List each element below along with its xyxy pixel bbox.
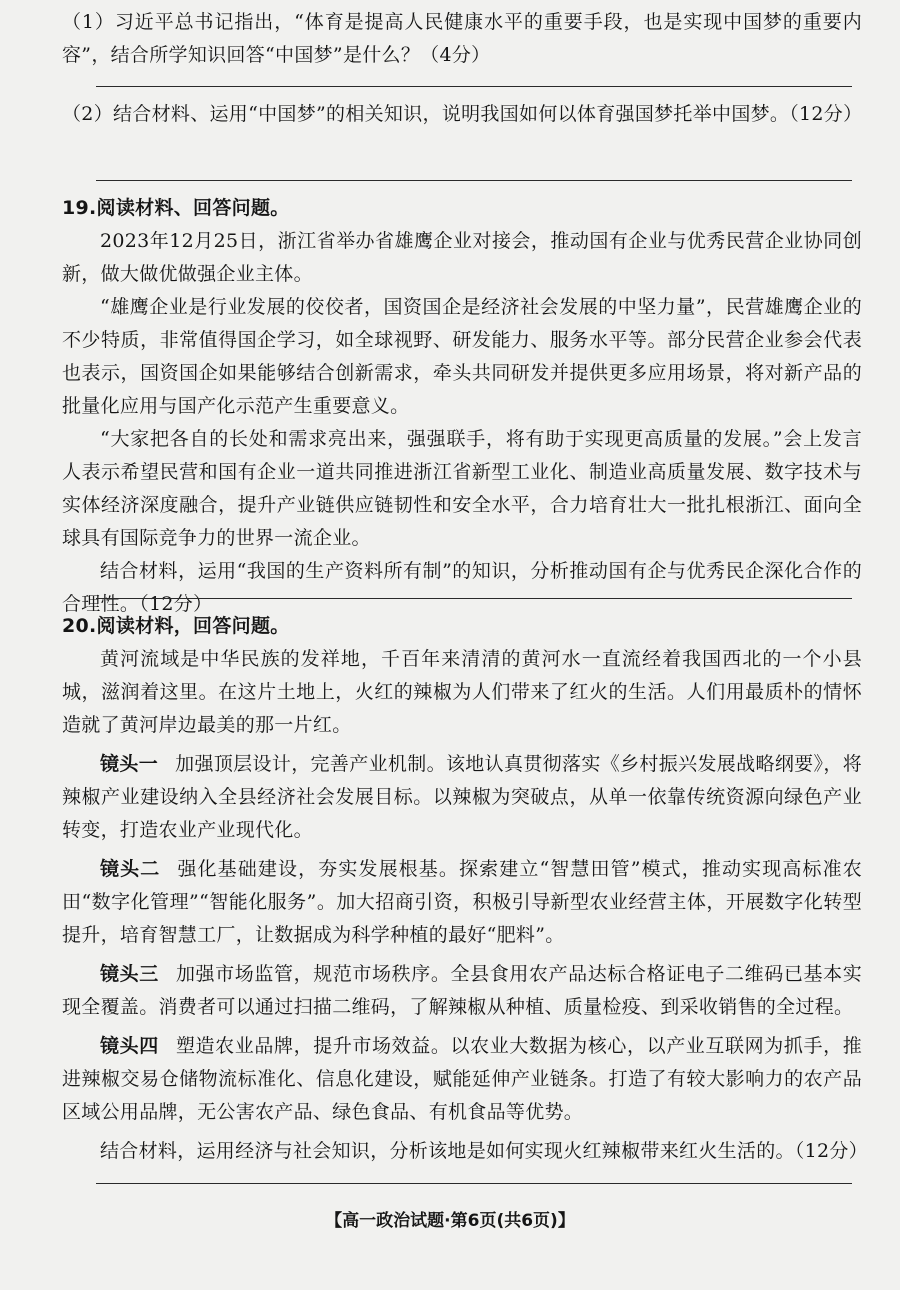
q19-question: 结合材料，运用“我国的生产资料所有制”的知识，分析推动国有企与优秀民企深化合作的合理性。（12分）	[62, 560, 862, 615]
lens-text: 加强顶层设计，完善产业机制。该地认真贯彻落实《乡村振兴发展战略纲要》，将辣椒产业建设纳入全县经济社会发展目标。以辣椒为突破点，从单一依靠传统资源向绿色产业转变，打造农业产业现代化。	[62, 753, 862, 841]
q19-paragraph: 2023年12月25日，浙江省举办省雄鹰企业对接会，推动国有企业与优秀民营企业协同创新，做大做优做强企业主体。	[62, 230, 862, 285]
question-19	[62, 192, 862, 621]
q18-sub1	[62, 6, 862, 72]
q18-sub1-text: （1）习近平总书记指出，“体育是提高人民健康水平的重要手段，也是实现中国梦的重要内容”，结合所学知识回答“中国梦”是什么？（4分）	[62, 11, 862, 66]
lens-label: 镜头四	[100, 1035, 159, 1057]
q20-section-1	[62, 748, 862, 847]
q18-sub2	[62, 98, 862, 131]
q20-section-3	[62, 958, 862, 1024]
q18-sub2-text: （2）结合材料、运用“中国梦”的相关知识，说明我国如何以体育强国梦托举中国梦。（12分）	[62, 103, 863, 125]
q19-paragraph: “雄鹰企业是行业发展的佼佼者，国资国企是经济社会发展的中坚力量”，民营雄鹰企业的不少特质，非常值得国企学习，如全球视野、研发能力、服务水平等。部分民营企业参会代表也表示，国资国企如果能够结合创新需求，牵头共同研发并提供更多应用场景，将对新产品的批量化应用与国产化示范产生重要意义。	[62, 296, 862, 417]
lens-text: 塑造农业品牌，提升市场效益。以农业大数据为核心，以产业互联网为抓手，推进辣椒交易仓储物流标准化、信息化建设，赋能延伸产业链条。打造了有较大影响力的农产品区域公用品牌，无公害农产品、绿色食品、有机食品等优势。	[62, 1035, 862, 1123]
lens-label: 镜头一	[100, 753, 159, 775]
question-20	[62, 610, 868, 1168]
q20-intro: 黄河流域是中华民族的发祥地，千百年来清清的黄河水一直流经着我国西北的一个小县城，滋润着这里。在这片土地上，火红的辣椒为人们带来了红火的生活。人们用最质朴的情怀造就了黄河岸边最美的那一片红。	[62, 648, 862, 736]
q19-title: 19.阅读材料、回答问题。	[62, 197, 290, 219]
q19-paragraph: “大家把各自的长处和需求亮出来，强强联手，将有助于实现更高质量的发展。”会上发言人表示希望民营和国有企业一道共同推进浙江省新型工业化、制造业高质量发展、数字技术与实体经济深度融合，提升产业链供应链韧性和安全水平，合力培育壮大一批扎根浙江、面向全球具有国际竞争力的世界一流企业。	[62, 428, 862, 549]
q20-title: 20.阅读材料，回答问题。	[62, 615, 290, 637]
q20-section-4	[62, 1030, 862, 1129]
q20-section-2	[62, 853, 862, 952]
page-footer: 【高一政治试题·第6页(共6页)】	[325, 1211, 575, 1231]
lens-label: 镜头三	[100, 963, 159, 985]
lens-text: 强化基础建设，夯实发展根基。探索建立“智慧田管”模式，推动实现高标准农田“数字化管理”“智能化服务”。加大招商引资，积极引导新型农业经营主体，开展数字化转型提升，培育智慧工厂，让数据成为科学种植的最好“肥料”。	[62, 858, 862, 946]
lens-text: 加强市场监管，规范市场秩序。全县食用农产品达标合格证电子二维码已基本实现全覆盖。消费者可以通过扫描二维码，了解辣椒从种植、质量检疫、到采收销售的全过程。	[62, 963, 862, 1018]
answer-line	[96, 86, 852, 87]
q20-question: 结合材料，运用经济与社会知识，分析该地是如何实现火红辣椒带来红火生活的。（12分）	[100, 1140, 868, 1162]
lens-label: 镜头二	[100, 858, 161, 880]
answer-line	[96, 180, 852, 181]
answer-line	[96, 598, 852, 599]
answer-line	[96, 1183, 852, 1184]
